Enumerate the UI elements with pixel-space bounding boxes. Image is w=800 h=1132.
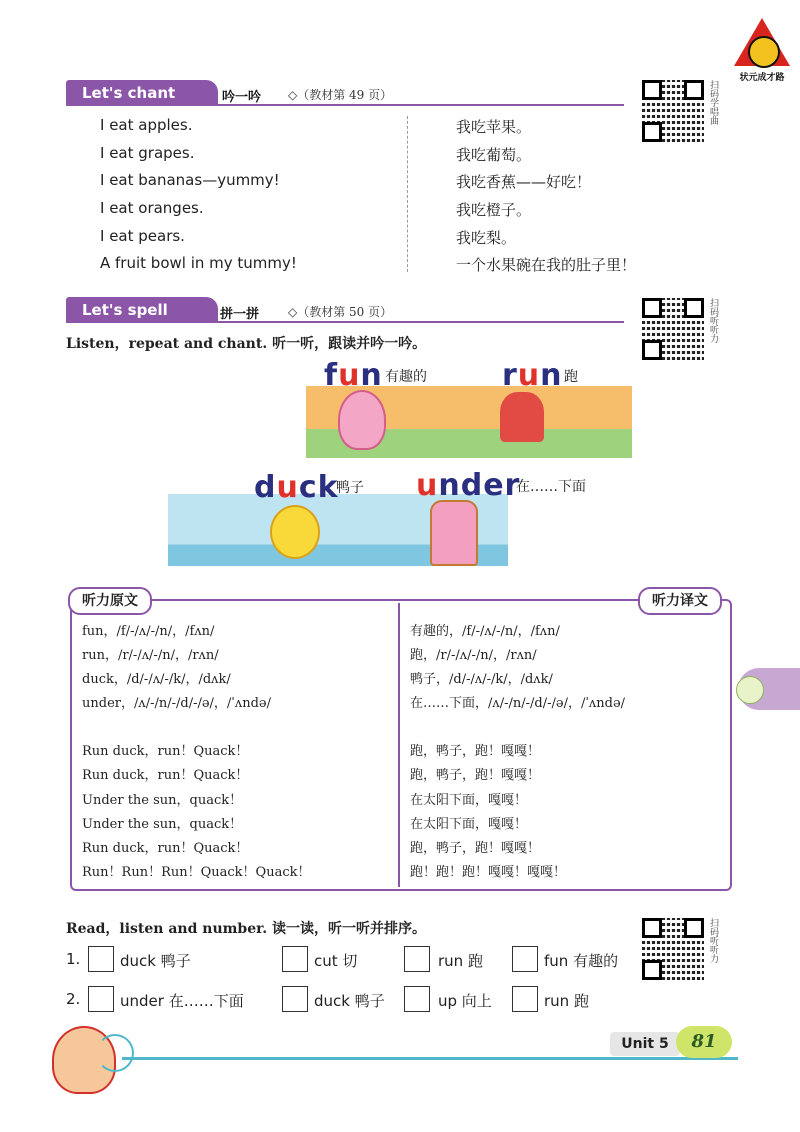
answer-box[interactable] [282,986,308,1012]
qr-caption-spell: 扫码听听力 [708,298,718,343]
qr-code-chant[interactable] [640,78,706,144]
chant-en-listening-line: Run duck，run！Quack！ [82,768,249,783]
chant-zh-listening-line: 跑，鸭子，跑！嘎嘎！ [410,841,541,856]
chant-zh-listening-line: 在太阳下面，嘎嘎！ [410,817,528,832]
answer-box[interactable] [88,946,114,972]
phonics-zh-line: 在……下面，/ʌ/-/n/-/d/-/ə/，/ˈʌndə/ [410,696,626,711]
crown-mascot-icon [748,36,780,68]
chant-en-line: I eat apples. [100,116,193,134]
chant-en-line: I eat bananas—yummy! [100,171,280,189]
chant-column-divider [407,116,408,272]
qr-code-spell[interactable] [640,296,706,362]
option-text: up 向上 [438,992,492,1010]
spell-instruction: Listen，repeat and chant. 听一听，跟读并吟一吟。 [66,336,427,352]
chant-label: Let's chant [66,80,218,106]
option-text: fun 有趣的 [544,952,619,970]
listening-translation-tag: 听力译文 [638,587,722,615]
chant-zh-line: 我吃葡萄。 [456,146,532,164]
side-tab [738,668,800,710]
chant-en-line: I eat oranges. [100,199,204,217]
spell-label: Let's spell [66,297,218,323]
phonics-zh-line: 有趣的，/f/-/ʌ/-/n/，/fʌn/ [410,624,560,639]
spell-subtitle: 拼一拼 [220,307,260,322]
page-number: 81 [676,1026,732,1058]
word-run-cn: 跑 [564,369,578,385]
logo-text: 状元成才路 [739,73,785,83]
answer-box[interactable] [512,986,538,1012]
option-text: under 在……下面 [120,992,244,1010]
row-number: 2. [66,990,81,1008]
word-fun: fun [324,358,383,393]
chant-zh-listening-line: 跑，鸭子，跑！嘎嘎！ [410,744,541,759]
word-duck: duck [254,470,339,505]
chant-zh-line: 我吃橙子。 [456,201,532,219]
phonics-en-line: run，/r/-/ʌ/-/n/，/rʌn/ [82,648,219,663]
speaker-icon[interactable]: ◇ [288,88,298,102]
phonics-zh-line: 跑，/r/-/ʌ/-/n/，/rʌn/ [410,648,537,663]
word-under: under [416,468,521,503]
chant-en-line: I eat pears. [100,227,185,245]
word-run: run [502,358,563,393]
option-text: duck 鸭子 [314,992,385,1010]
chant-en-listening-line: Run duck，run！Quack！ [82,744,249,759]
word-duck-cn: 鸭子 [336,480,364,496]
chant-en-listening-line: Under the sun，quack！ [82,817,243,832]
option-text: duck 鸭子 [120,952,191,970]
chant-en-listening-line: Under the sun，quack！ [82,793,243,808]
spell-ref: ◇（教材第 50 页） [288,305,393,319]
mascot-icon [736,676,764,704]
chant-subtitle: 吟一吟 [222,90,262,105]
qr-caption-exercise: 扫码听听力 [708,918,718,963]
chant-divider [66,104,624,106]
chant-zh-line: 我吃香蕉——好吃！ [456,173,592,191]
chant-zh-line: 我吃苹果。 [456,118,532,136]
chant-zh-listening-line: 跑！跑！跑！嘎嘎！嘎嘎！ [410,865,567,880]
footer-swirl [96,1034,134,1072]
exercise-title: Read，listen and number. 读一读，听一听并排序。 [66,921,426,937]
phonics-en-line: under，/ʌ/-/n/-/d/-/ə/，/ˈʌndə/ [82,696,271,711]
speaker-icon[interactable]: ◇ [288,305,298,319]
phonics-en-line: fun，/f/-/ʌ/-/n/，/fʌn/ [82,624,215,639]
chant-en-line: A fruit bowl in my tummy! [100,254,297,272]
spell-divider [66,321,624,323]
row-number: 1. [66,950,81,968]
phonics-zh-line: 鸭子，/d/-/ʌ/-/k/，/dʌk/ [410,672,553,687]
option-text: run 跑 [438,952,483,970]
answer-box[interactable] [88,986,114,1012]
answer-box[interactable] [512,946,538,972]
chant-en-line: I eat grapes. [100,144,195,162]
qr-code-exercise[interactable] [640,916,706,982]
word-fun-cn: 有趣的 [385,369,427,385]
phonics-en-line: duck，/d/-/ʌ/-/k/，/dʌk/ [82,672,231,687]
chant-zh-listening-line: 在太阳下面，嘎嘎！ [410,793,528,808]
chant-en-listening-line: Run！Run！Run！Quack！Quack！ [82,865,311,880]
chair-ball-illustration [430,500,478,566]
clown-illustration [338,390,386,450]
word-under-cn: 在……下面 [516,479,586,495]
option-text: cut 切 [314,952,358,970]
qr-caption-chant: 扫码学唱曲 [708,80,718,125]
chant-ref: ◇（教材第 49 页） [288,88,393,102]
answer-box[interactable] [282,946,308,972]
option-text: run 跑 [544,992,589,1010]
chant-en-listening-line: Run duck，run！Quack！ [82,841,249,856]
running-figure-illustration [500,392,544,442]
listening-box-divider [398,603,400,887]
answer-box[interactable] [404,986,430,1012]
chant-zh-line: 一个水果碗在我的肚子里！ [456,256,637,274]
chant-zh-line: 我吃梨。 [456,229,517,247]
footer-line [122,1057,738,1060]
duck-illustration [270,505,320,559]
answer-box[interactable] [404,946,430,972]
chant-zh-listening-line: 跑，鸭子，跑！嘎嘎！ [410,768,541,783]
listening-original-tag: 听力原文 [68,587,152,615]
unit-tag: Unit 5 [610,1032,680,1056]
